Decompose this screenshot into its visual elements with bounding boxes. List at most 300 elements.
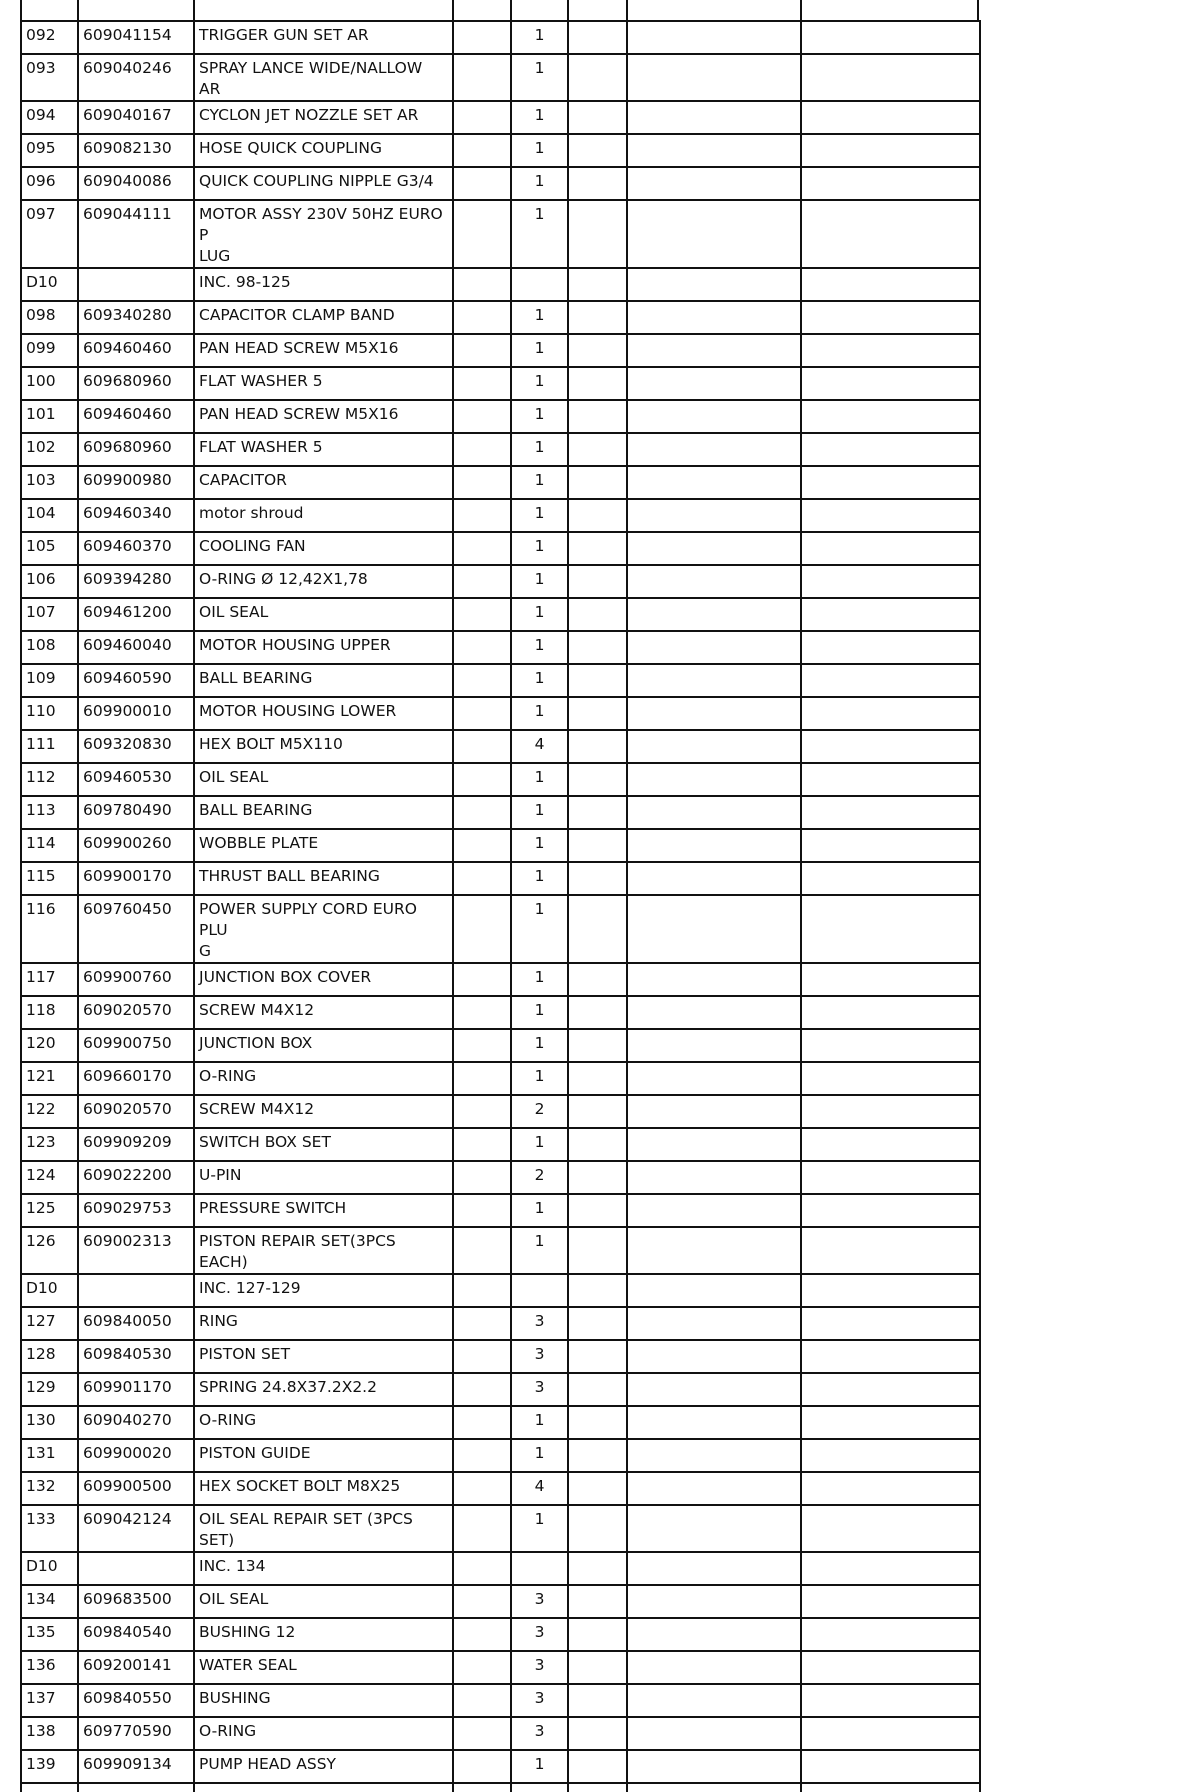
blank-cell	[801, 796, 980, 829]
blank-cell	[801, 1161, 980, 1194]
quantity-cell: 1	[511, 334, 568, 367]
item-number-cell: D10	[21, 1274, 78, 1307]
description-cell: SPRING 24.8X37.2X2.2	[194, 1373, 453, 1406]
blank-cell	[453, 1750, 511, 1783]
table-row	[21, 1307, 980, 1340]
blank-cell	[801, 829, 980, 862]
table-row	[21, 466, 980, 499]
blank-cell	[568, 1439, 627, 1472]
part-number-cell: 609780490	[78, 796, 194, 829]
blank-cell	[801, 1274, 980, 1307]
description-cell: MOTOR HOUSING UPPER	[194, 631, 453, 664]
blank-cell	[453, 565, 511, 598]
description-cell: QUICK COUPLING NIPPLE G3/4	[194, 167, 453, 200]
description-cell: O-RING	[194, 1406, 453, 1439]
blank-cell	[801, 697, 980, 730]
table-row	[21, 963, 980, 996]
blank-cell	[568, 1128, 627, 1161]
blank-cell	[453, 829, 511, 862]
item-number-cell: 105	[21, 532, 78, 565]
blank-cell	[801, 996, 980, 1029]
blank-cell	[801, 963, 980, 996]
part-number-cell: 609041154	[78, 21, 194, 54]
blank-cell	[801, 1373, 980, 1406]
table-row	[21, 1095, 980, 1128]
quantity-cell: 2	[511, 1161, 568, 1194]
blank-cell	[801, 466, 980, 499]
table-row	[21, 730, 980, 763]
blank-cell	[453, 1651, 511, 1684]
blank-cell	[627, 200, 801, 268]
table-row	[21, 334, 980, 367]
blank-cell	[568, 697, 627, 730]
quantity-cell: 2	[511, 1095, 568, 1128]
blank-cell	[568, 1651, 627, 1684]
item-number-cell: 100	[21, 367, 78, 400]
blank-cell	[568, 963, 627, 996]
blank-cell	[627, 433, 801, 466]
blank-cell	[627, 1684, 801, 1717]
blank-cell	[627, 268, 801, 301]
blank-cell	[453, 21, 511, 54]
blank-cell	[453, 1717, 511, 1750]
blank-cell	[627, 532, 801, 565]
description-cell: JUNCTION BOX COVER	[194, 963, 453, 996]
item-number-cell: 137	[21, 1684, 78, 1717]
blank-cell	[627, 301, 801, 334]
blank-cell	[568, 499, 627, 532]
part-number-cell: 609461200	[78, 598, 194, 631]
blank-cell	[801, 532, 980, 565]
description-cell: CAPACITOR CLAMP BAND	[194, 301, 453, 334]
item-number-cell: 097	[21, 200, 78, 268]
blank-cell	[568, 54, 627, 101]
part-number-cell: 609394280	[78, 565, 194, 598]
blank-cell	[801, 895, 980, 963]
blank-cell	[627, 21, 801, 54]
blank-cell	[801, 1095, 980, 1128]
item-number-cell: D10	[21, 268, 78, 301]
blank-cell	[627, 1505, 801, 1552]
blank-cell	[568, 433, 627, 466]
blank-cell	[453, 1194, 511, 1227]
table-row	[21, 301, 980, 334]
quantity-cell: 1	[511, 532, 568, 565]
table-row	[21, 1750, 980, 1783]
blank-cell	[568, 862, 627, 895]
blank-cell	[568, 895, 627, 963]
blank-cell	[568, 1194, 627, 1227]
blank-cell	[627, 499, 801, 532]
description-cell: PUMP HEAD ASSY	[194, 1750, 453, 1783]
part-number-cell: 609660170	[78, 1062, 194, 1095]
blank-cell	[453, 1029, 511, 1062]
blank-cell	[453, 1340, 511, 1373]
blank-cell	[627, 763, 801, 796]
description-cell: HEX BOLT M5X110	[194, 730, 453, 763]
blank-cell	[627, 1194, 801, 1227]
blank-cell	[801, 565, 980, 598]
quantity-cell: 1	[511, 1505, 568, 1552]
part-number-cell: 609680960	[78, 433, 194, 466]
blank-cell	[627, 54, 801, 101]
blank-cell	[453, 1227, 511, 1274]
blank-cell	[627, 631, 801, 664]
table-row	[21, 565, 980, 598]
blank-cell	[627, 334, 801, 367]
quantity-cell: 1	[511, 433, 568, 466]
blank-cell	[568, 1406, 627, 1439]
item-number-cell: 133	[21, 1505, 78, 1552]
blank-cell	[568, 1585, 627, 1618]
blank-cell	[453, 499, 511, 532]
description-cell: WATER SEAL	[194, 1651, 453, 1684]
description-cell: POWER SUPPLY CORD EURO PLU G	[194, 895, 453, 963]
table-row	[21, 268, 980, 301]
blank-cell	[568, 829, 627, 862]
blank-cell	[627, 1373, 801, 1406]
blank-cell	[453, 433, 511, 466]
blank-cell	[453, 54, 511, 101]
description-cell: SWITCH BOX SET	[194, 1128, 453, 1161]
blank-cell	[627, 466, 801, 499]
quantity-cell: 1	[511, 200, 568, 268]
blank-cell	[453, 532, 511, 565]
description-cell: MOTOR HOUSING LOWER	[194, 697, 453, 730]
blank-cell	[568, 796, 627, 829]
blank-cell	[568, 1472, 627, 1505]
part-number-cell: 609040270	[78, 1406, 194, 1439]
blank-cell	[568, 1161, 627, 1194]
blank-cell	[627, 796, 801, 829]
table-row	[21, 1552, 980, 1585]
part-number-cell: 609082130	[78, 134, 194, 167]
item-number-cell: 124	[21, 1161, 78, 1194]
item-number-cell: 120	[21, 1029, 78, 1062]
table-row	[21, 1128, 980, 1161]
blank-cell	[194, 1783, 453, 1792]
item-number-cell: 103	[21, 466, 78, 499]
quantity-cell: 1	[511, 301, 568, 334]
quantity-cell: 1	[511, 1750, 568, 1783]
blank-cell	[568, 301, 627, 334]
blank-cell	[627, 1029, 801, 1062]
table-row	[21, 54, 980, 101]
blank-cell	[801, 1618, 980, 1651]
description-cell: FLAT WASHER 5	[194, 367, 453, 400]
quantity-cell: 1	[511, 996, 568, 1029]
blank-cell	[627, 664, 801, 697]
quantity-cell: 1	[511, 367, 568, 400]
item-number-cell: 096	[21, 167, 78, 200]
description-cell: INC. 127-129	[194, 1274, 453, 1307]
description-cell: OIL SEAL	[194, 1585, 453, 1618]
part-number-cell: 609680960	[78, 367, 194, 400]
part-number-cell: 609040246	[78, 54, 194, 101]
blank-cell	[801, 21, 980, 54]
blank-cell	[453, 730, 511, 763]
part-number-cell	[78, 268, 194, 301]
blank-cell	[801, 400, 980, 433]
blank-cell	[568, 565, 627, 598]
table-continuation-bottom	[21, 1783, 980, 1792]
blank-cell	[453, 895, 511, 963]
blank-cell	[801, 1783, 980, 1792]
part-number-cell: 609340280	[78, 301, 194, 334]
quantity-cell: 1	[511, 1439, 568, 1472]
item-number-cell: 110	[21, 697, 78, 730]
item-number-cell: 102	[21, 433, 78, 466]
blank-cell	[453, 1472, 511, 1505]
item-number-cell: 129	[21, 1373, 78, 1406]
part-number-cell: 609770590	[78, 1717, 194, 1750]
description-cell: OIL SEAL	[194, 763, 453, 796]
blank-cell	[801, 1340, 980, 1373]
quantity-cell: 3	[511, 1373, 568, 1406]
blank-cell	[568, 598, 627, 631]
blank-cell	[453, 796, 511, 829]
blank-cell	[453, 1684, 511, 1717]
item-number-cell: 093	[21, 54, 78, 101]
quantity-cell: 1	[511, 134, 568, 167]
table-row	[21, 1585, 980, 1618]
description-cell: CAPACITOR	[194, 466, 453, 499]
blank-cell	[801, 367, 980, 400]
quantity-cell: 1	[511, 796, 568, 829]
quantity-cell: 1	[511, 400, 568, 433]
blank-cell	[453, 598, 511, 631]
blank-cell	[568, 1029, 627, 1062]
item-number-cell: 099	[21, 334, 78, 367]
blank-cell	[627, 598, 801, 631]
blank-cell	[801, 200, 980, 268]
blank-cell	[801, 1750, 980, 1783]
description-cell: TRIGGER GUN SET AR	[194, 21, 453, 54]
blank-cell	[801, 54, 980, 101]
blank-cell	[568, 1340, 627, 1373]
part-number-cell: 609900500	[78, 1472, 194, 1505]
part-number-cell: 609901170	[78, 1373, 194, 1406]
blank-cell	[801, 1029, 980, 1062]
blank-cell	[627, 1274, 801, 1307]
blank-cell	[453, 466, 511, 499]
blank-cell	[568, 1227, 627, 1274]
blank-cell	[453, 1161, 511, 1194]
item-number-cell: 116	[21, 895, 78, 963]
blank-cell	[627, 829, 801, 862]
part-number-cell: 609900760	[78, 963, 194, 996]
table-row	[21, 1194, 980, 1227]
table-row	[21, 1472, 980, 1505]
quantity-cell: 1	[511, 499, 568, 532]
blank-cell	[801, 499, 980, 532]
table-row	[21, 1505, 980, 1552]
quantity-cell: 1	[511, 21, 568, 54]
description-cell: PISTON GUIDE	[194, 1439, 453, 1472]
item-number-cell: 107	[21, 598, 78, 631]
description-cell: PISTON REPAIR SET(3PCS EACH)	[194, 1227, 453, 1274]
item-number-cell: 117	[21, 963, 78, 996]
blank-cell	[78, 1783, 194, 1792]
description-cell: HOSE QUICK COUPLING	[194, 134, 453, 167]
part-number-cell: 609460040	[78, 631, 194, 664]
quantity-cell: 3	[511, 1307, 568, 1340]
table-row	[21, 1274, 980, 1307]
table-row	[21, 1062, 980, 1095]
part-number-cell: 609320830	[78, 730, 194, 763]
blank-cell	[801, 1717, 980, 1750]
part-number-cell: 609840550	[78, 1684, 194, 1717]
blank-cell	[627, 862, 801, 895]
table-row	[21, 1373, 980, 1406]
quantity-cell: 1	[511, 763, 568, 796]
blank-cell	[568, 664, 627, 697]
part-number-cell: 609020570	[78, 1095, 194, 1128]
blank-cell	[568, 367, 627, 400]
part-number-cell: 609040086	[78, 167, 194, 200]
blank-cell	[453, 134, 511, 167]
blank-cell	[627, 996, 801, 1029]
blank-cell	[627, 367, 801, 400]
quantity-cell: 1	[511, 1029, 568, 1062]
item-number-cell: D10	[21, 1552, 78, 1585]
part-number-cell: 609683500	[78, 1585, 194, 1618]
quantity-cell: 1	[511, 1227, 568, 1274]
table-row	[21, 433, 980, 466]
part-number-cell: 609900170	[78, 862, 194, 895]
item-number-cell: 113	[21, 796, 78, 829]
blank-cell	[627, 1618, 801, 1651]
blank-cell	[801, 1307, 980, 1340]
blank-cell	[453, 334, 511, 367]
description-cell: OIL SEAL REPAIR SET (3PCS SET)	[194, 1505, 453, 1552]
item-number-cell: 109	[21, 664, 78, 697]
blank-cell	[627, 1227, 801, 1274]
description-cell: O-RING Ø 12,42X1,78	[194, 565, 453, 598]
table-row	[21, 1227, 980, 1274]
table-row	[21, 532, 980, 565]
part-number-cell: 609460530	[78, 763, 194, 796]
description-cell: motor shroud	[194, 499, 453, 532]
item-number-cell: 101	[21, 400, 78, 433]
blank-cell	[801, 1194, 980, 1227]
blank-cell	[801, 1406, 980, 1439]
description-cell: U-PIN	[194, 1161, 453, 1194]
part-number-cell: 609900980	[78, 466, 194, 499]
item-number-cell: 121	[21, 1062, 78, 1095]
blank-cell	[801, 1651, 980, 1684]
blank-cell	[453, 963, 511, 996]
blank-cell	[568, 1274, 627, 1307]
item-number-cell: 098	[21, 301, 78, 334]
quantity-cell: 3	[511, 1717, 568, 1750]
description-cell: PISTON SET	[194, 1340, 453, 1373]
blank-cell	[801, 167, 980, 200]
table-row	[21, 631, 980, 664]
quantity-cell: 1	[511, 1406, 568, 1439]
table-row	[21, 1406, 980, 1439]
blank-cell	[627, 101, 801, 134]
blank-cell	[627, 730, 801, 763]
item-number-cell: 092	[21, 21, 78, 54]
blank-cell	[568, 1783, 627, 1792]
item-number-cell: 118	[21, 996, 78, 1029]
blank-cell	[627, 1472, 801, 1505]
table-row	[21, 829, 980, 862]
quantity-cell: 1	[511, 1062, 568, 1095]
quantity-cell: 3	[511, 1585, 568, 1618]
blank-cell	[801, 1505, 980, 1552]
blank-cell	[801, 1062, 980, 1095]
blank-cell	[627, 1161, 801, 1194]
quantity-cell: 1	[511, 101, 568, 134]
quantity-cell: 3	[511, 1618, 568, 1651]
part-number-cell: 609840050	[78, 1307, 194, 1340]
quantity-cell: 3	[511, 1684, 568, 1717]
blank-cell	[627, 134, 801, 167]
description-cell: BALL BEARING	[194, 796, 453, 829]
blank-cell	[568, 1684, 627, 1717]
blank-cell	[627, 1717, 801, 1750]
item-number-cell: 104	[21, 499, 78, 532]
blank-cell	[627, 895, 801, 963]
table-row	[21, 200, 980, 268]
item-number-cell: 095	[21, 134, 78, 167]
blank-cell	[453, 664, 511, 697]
item-number-cell: 132	[21, 1472, 78, 1505]
blank-cell	[568, 1505, 627, 1552]
part-number-cell: 609040167	[78, 101, 194, 134]
description-cell: PAN HEAD SCREW M5X16	[194, 400, 453, 433]
quantity-cell: 1	[511, 466, 568, 499]
blank-cell	[453, 101, 511, 134]
description-cell: PAN HEAD SCREW M5X16	[194, 334, 453, 367]
table-row	[21, 1684, 980, 1717]
quantity-cell: 1	[511, 565, 568, 598]
item-number-cell: 139	[21, 1750, 78, 1783]
blank-cell	[627, 400, 801, 433]
blank-cell	[627, 1095, 801, 1128]
table-row	[21, 1340, 980, 1373]
blank-cell	[453, 1307, 511, 1340]
blank-cell	[453, 367, 511, 400]
blank-cell	[453, 1406, 511, 1439]
blank-cell	[453, 697, 511, 730]
quantity-cell: 1	[511, 631, 568, 664]
description-cell: COOLING FAN	[194, 532, 453, 565]
part-number-cell: 609840540	[78, 1618, 194, 1651]
item-number-cell: 106	[21, 565, 78, 598]
description-cell: BUSHING	[194, 1684, 453, 1717]
quantity-cell	[511, 1552, 568, 1585]
item-number-cell: 122	[21, 1095, 78, 1128]
item-number-cell: 126	[21, 1227, 78, 1274]
blank-cell	[801, 1472, 980, 1505]
part-number-cell: 609042124	[78, 1505, 194, 1552]
blank-cell	[453, 1095, 511, 1128]
table-row	[21, 1651, 980, 1684]
blank-cell	[453, 301, 511, 334]
item-number-cell: 108	[21, 631, 78, 664]
blank-cell	[568, 1717, 627, 1750]
quantity-cell: 1	[511, 664, 568, 697]
blank-cell	[627, 1783, 801, 1792]
part-number-cell: 609460590	[78, 664, 194, 697]
item-number-cell: 131	[21, 1439, 78, 1472]
blank-cell	[453, 1505, 511, 1552]
part-number-cell: 609909209	[78, 1128, 194, 1161]
item-number-cell: 136	[21, 1651, 78, 1684]
